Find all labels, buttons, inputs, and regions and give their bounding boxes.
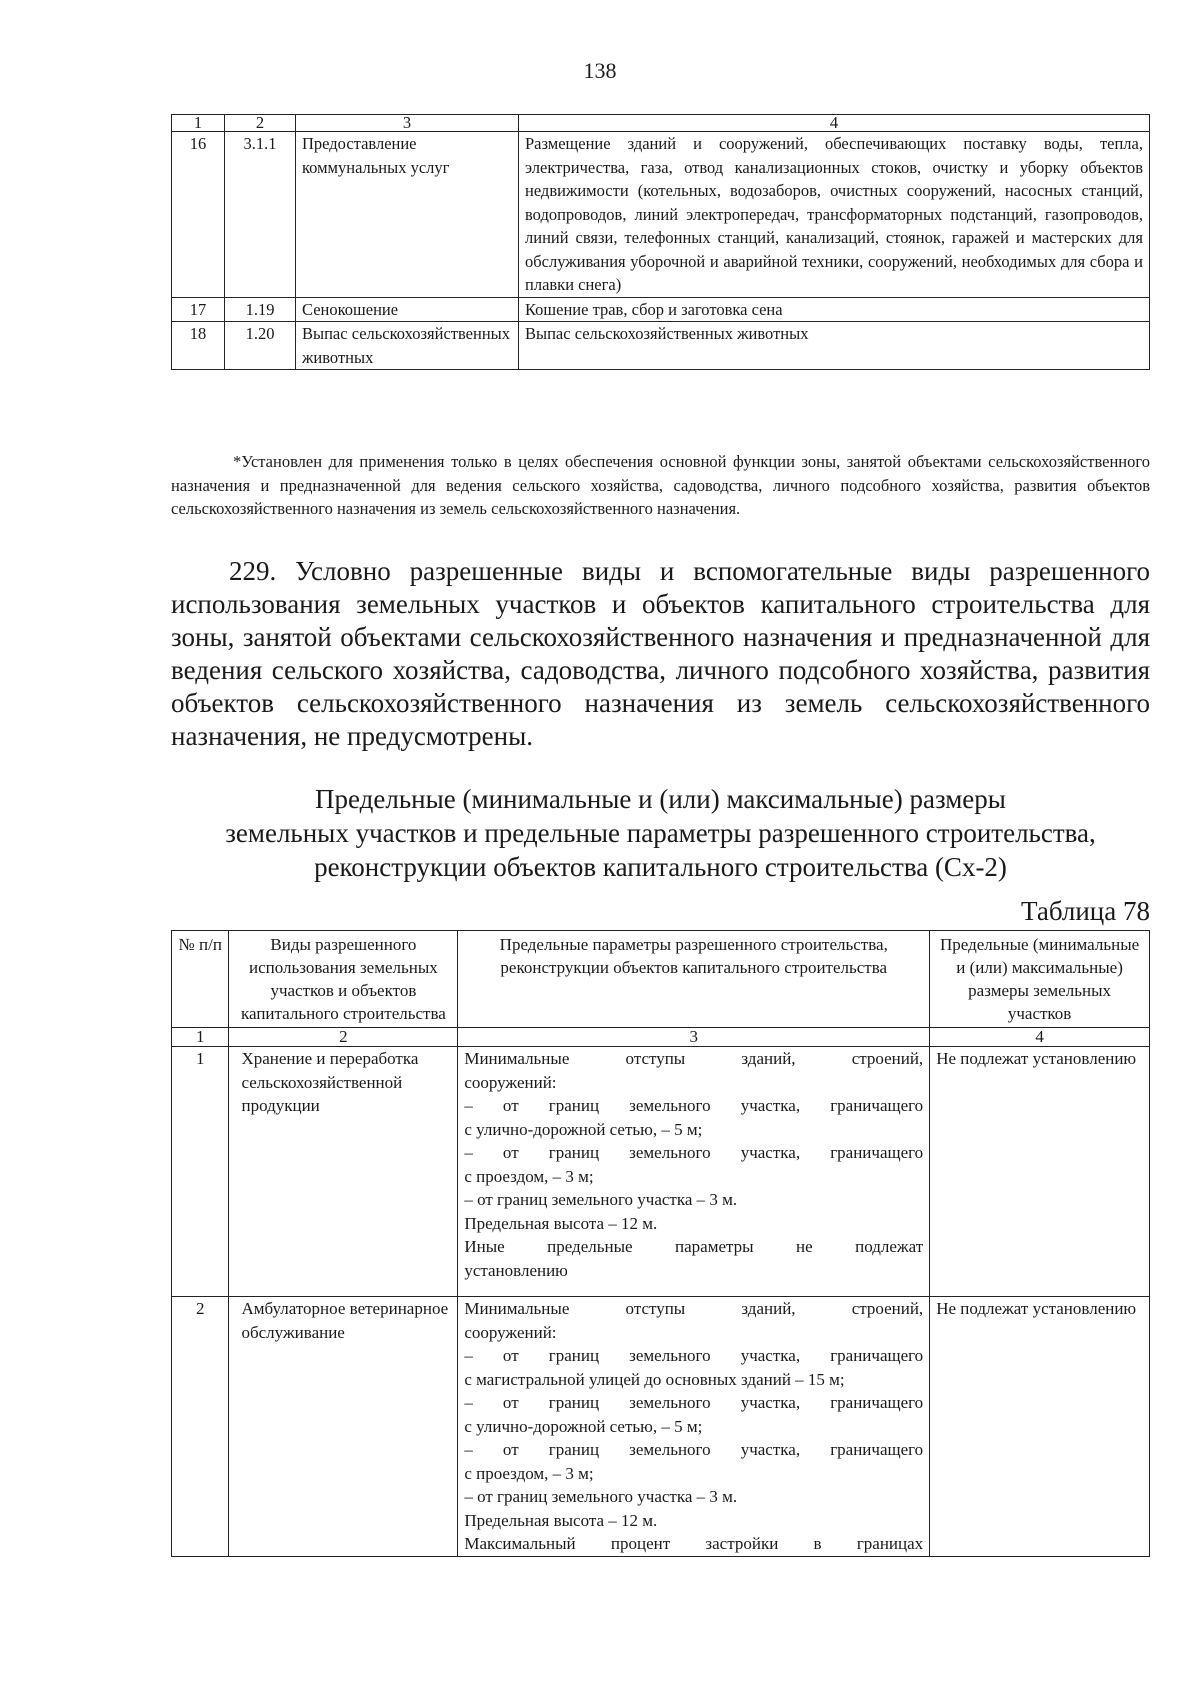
use-description: Выпас сельскохозяйственных животных <box>519 322 1150 370</box>
use-name: Выпас сельскохозяйственных животных <box>296 322 519 370</box>
param-line: с магистральной улицей до основных зданий – 15 м; <box>464 1369 845 1389</box>
row-number: 2 <box>172 1297 229 1557</box>
limit-parameters <box>458 1047 930 1297</box>
table-row <box>172 322 1150 370</box>
use-code: 1.20 <box>225 322 296 370</box>
table-header-row <box>172 931 1150 1028</box>
param-line: с проездом, – 3 м; <box>464 1166 594 1186</box>
header-cell: Предельные параметры разрешенного строительства, реконструкции объектов капитального строительства <box>458 931 930 1028</box>
section-heading <box>171 782 1150 884</box>
use-description: Размещение зданий и сооружений, обеспечивающих поставку воды, тепла, электричества, газа, отвод канализационных стоков, очистку и уборку объектов недвижимости (котельных, водозаборов, очистных сооружений, насосных станций, водопроводов, линий электропередач, трансформаторных подстанций, газопроводов, линий связи, телефонных станций, канализаций, стоянок, гаражей и мастерских для обслуживания уборочной и аварийной техники, сооружений, необходимых для сбора и плавки снега) <box>519 132 1150 298</box>
header-cell: Виды разрешенного использования земельных участков и объектов капитального строительства <box>229 931 458 1028</box>
column-number: 4 <box>930 1028 1150 1047</box>
row-number: 16 <box>172 132 225 298</box>
column-number: 3 <box>458 1028 930 1047</box>
plot-size-limits: Не подлежат установлению <box>930 1297 1150 1557</box>
table-header-row <box>172 115 1150 132</box>
page-number: 138 <box>583 58 617 83</box>
param-line: – от границ земельного участка – 3 м. <box>464 1190 738 1209</box>
table-row <box>172 1297 1150 1557</box>
column-number: 1 <box>172 1028 229 1047</box>
table-row <box>172 132 1150 298</box>
header-cell: 1 <box>172 115 225 132</box>
row-number: 17 <box>172 297 225 322</box>
param-line: – от границ земельного участка, граничащего <box>464 1440 924 1459</box>
column-number-row <box>172 1028 1150 1047</box>
heading-line: Предельные (минимальные и (или) максимальные) размеры <box>315 784 1006 814</box>
param-line: установлению <box>464 1260 568 1280</box>
param-line: – от границ земельного участка, граничащего <box>464 1346 924 1365</box>
param-line: Предельная высота – 12 м. <box>464 1213 658 1233</box>
param-line: Минимальные отступы зданий, строений, <box>464 1299 924 1318</box>
param-line: Максимальный процент застройки в границах <box>464 1534 924 1553</box>
param-line: – от границ земельного участка, граничащего <box>464 1393 924 1412</box>
header-cell: № п/п <box>172 931 229 1028</box>
row-number: 1 <box>172 1047 229 1297</box>
land-use-table-continuation <box>171 114 1150 370</box>
paragraph-229 <box>171 555 1150 753</box>
use-description: Кошение трав, сбор и заготовка сена <box>519 297 1150 322</box>
table-label: Таблица 78 <box>1021 896 1150 926</box>
table-row <box>172 1047 1150 1297</box>
header-cell: 2 <box>225 115 296 132</box>
heading-line: реконструкции объектов капитального строительства (Сх-2) <box>314 852 1007 882</box>
limits-table <box>171 930 1150 1557</box>
param-line: Иные предельные параметры не подлежат <box>464 1237 924 1256</box>
heading-line: земельных участков и предельные параметры разрешенного строительства, <box>225 818 1096 848</box>
use-code: 1.19 <box>225 297 296 322</box>
header-cell: 3 <box>296 115 519 132</box>
param-line: – от границ земельного участка – 3 м. <box>464 1487 738 1506</box>
row-number: 18 <box>172 322 225 370</box>
footnote-text: *Установлен для применения только в целях обеспечения основной функции зоны, занятой объектами сельскохозяйственного назначения и предназначенной для ведения сельского хозяйства, садоводства, личного подсобного хозяйства, развития объектов сельскохозяйственного назначения из земель сельскохозяйственного назначения. <box>171 452 1150 518</box>
param-line: Предельная высота – 12 м. <box>464 1510 658 1530</box>
column-number: 2 <box>229 1028 458 1047</box>
param-line: – от границ земельного участка, граничащего <box>464 1143 924 1162</box>
param-line: с улично-дорожной сетью, – 5 м; <box>464 1119 703 1139</box>
param-line: с улично-дорожной сетью, – 5 м; <box>464 1416 703 1436</box>
use-type: Амбулаторное ветеринарное обслуживание <box>229 1297 458 1557</box>
header-cell: 4 <box>519 115 1150 132</box>
paragraph-text: 229. Условно разрешенные виды и вспомогательные виды разрешенного использования земельных участков и объектов капитального строительства для зоны, занятой объектами сельскохозяйственного назначения и предназначенной для ведения сельского хозяйства, садоводства, личного подсобного хозяйства, развития объектов сельскохозяйственного назначения из земель сельскохозяйственного назначения, не предусмотрены. <box>171 556 1150 751</box>
limit-parameters <box>458 1297 930 1557</box>
param-line: сооружений: <box>464 1072 557 1092</box>
param-line: с проездом, – 3 м; <box>464 1463 594 1483</box>
table-row <box>172 297 1150 322</box>
use-code: 3.1.1 <box>225 132 296 298</box>
param-line: сооружений: <box>464 1322 557 1342</box>
footnote <box>171 450 1150 521</box>
use-name: Предоставление коммунальных услуг <box>296 132 519 298</box>
header-cell: Предельные (минимальные и (или) максимальные) размеры земельных участков <box>930 931 1150 1028</box>
plot-size-limits: Не подлежат установлению <box>930 1047 1150 1297</box>
param-line: – от границ земельного участка, граничащего <box>464 1096 924 1115</box>
use-name: Сенокошение <box>296 297 519 322</box>
use-type: Хранение и переработка сельскохозяйственной продукции <box>229 1047 458 1297</box>
param-line: Минимальные отступы зданий, строений, <box>464 1049 924 1068</box>
